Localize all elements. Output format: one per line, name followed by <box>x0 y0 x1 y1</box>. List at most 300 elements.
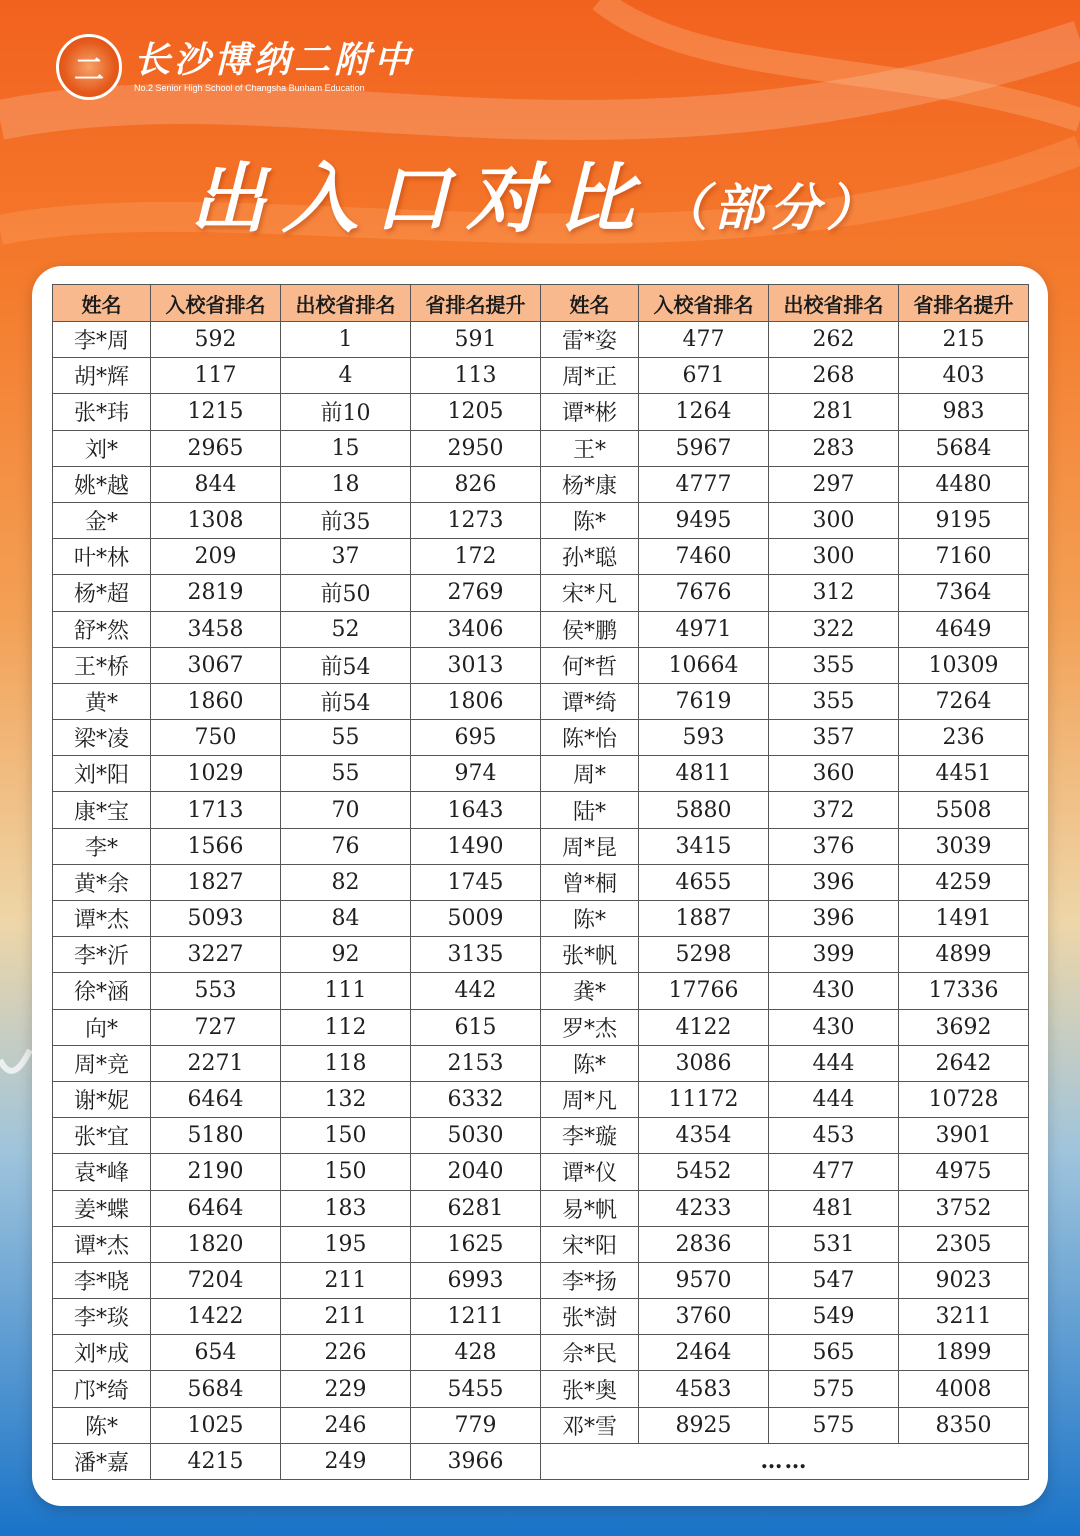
table-cell: 张*奥 <box>541 1371 639 1407</box>
table-cell: 5880 <box>639 792 769 828</box>
table-cell: 黄* <box>53 683 151 719</box>
table-cell: 周*凡 <box>541 1081 639 1117</box>
table-cell: 李* <box>53 828 151 864</box>
table-cell: 4971 <box>639 611 769 647</box>
table-cell: 5967 <box>639 430 769 466</box>
table-cell: 1490 <box>411 828 541 864</box>
table-cell: 236 <box>899 720 1029 756</box>
table-cell: 575 <box>769 1371 899 1407</box>
school-name <box>134 40 414 94</box>
table-cell: 7460 <box>639 539 769 575</box>
table-row <box>53 1045 1029 1081</box>
table-cell: 姚*越 <box>53 466 151 502</box>
table-row <box>53 1009 1029 1045</box>
table-cell: 3458 <box>151 611 281 647</box>
table-cell: 6464 <box>151 1081 281 1117</box>
table-cell: 300 <box>769 539 899 575</box>
table-cell: 1264 <box>639 394 769 430</box>
table-cell: 前50 <box>281 575 411 611</box>
table-cell: 3966 <box>411 1443 541 1479</box>
table-cell: 陈* <box>541 901 639 937</box>
table-cell: 112 <box>281 1009 411 1045</box>
table-cell: 1273 <box>411 502 541 538</box>
table-cell: 376 <box>769 828 899 864</box>
table-cell: 龚* <box>541 973 639 1009</box>
table-cell: 李*沂 <box>53 937 151 973</box>
table-cell: 17336 <box>899 973 1029 1009</box>
table-cell: 10309 <box>899 647 1029 683</box>
table-cell: 4354 <box>639 1118 769 1154</box>
table-cell: 477 <box>639 322 769 358</box>
table-cell: 王* <box>541 430 639 466</box>
table-cell: 9495 <box>639 502 769 538</box>
table-cell: 谭*杰 <box>53 1226 151 1262</box>
title-main: 出入口对比 <box>190 154 650 243</box>
table-cell: 4583 <box>639 1371 769 1407</box>
ranking-table <box>52 284 1029 1480</box>
table-cell: 8925 <box>639 1407 769 1443</box>
table-cell: 4 <box>281 358 411 394</box>
table-cell: 3067 <box>151 647 281 683</box>
table-cell: 罗*杰 <box>541 1009 639 1045</box>
table-row <box>53 1190 1029 1226</box>
table-cell: 胡*辉 <box>53 358 151 394</box>
table-cell: 何*哲 <box>541 647 639 683</box>
table-cell: 6281 <box>411 1190 541 1226</box>
table-cell: 2769 <box>411 575 541 611</box>
column-header: 入校省排名 <box>639 285 769 322</box>
table-cell: 7204 <box>151 1262 281 1298</box>
table-cell: 70 <box>281 792 411 828</box>
table-cell: 5684 <box>151 1371 281 1407</box>
table-cell: 康*宝 <box>53 792 151 828</box>
title-sub: （部分） <box>658 179 882 237</box>
table-cell: 4811 <box>639 756 769 792</box>
table-cell: 3406 <box>411 611 541 647</box>
table-row <box>53 828 1029 864</box>
school-logo <box>56 34 414 100</box>
table-cell: 37 <box>281 539 411 575</box>
table-cell: 周*昆 <box>541 828 639 864</box>
table-cell: 王*桥 <box>53 647 151 683</box>
table-cell: 844 <box>151 466 281 502</box>
column-header: 姓名 <box>53 285 151 322</box>
table-cell: 283 <box>769 430 899 466</box>
table-row <box>53 1226 1029 1262</box>
table-cell: 5452 <box>639 1154 769 1190</box>
table-cell: 695 <box>411 720 541 756</box>
table-cell: 谢*妮 <box>53 1081 151 1117</box>
table-cell: 211 <box>281 1262 411 1298</box>
table-row <box>53 647 1029 683</box>
table-cell: 1025 <box>151 1407 281 1443</box>
column-header: 姓名 <box>541 285 639 322</box>
table-row <box>53 1081 1029 1117</box>
table-cell: 4259 <box>899 864 1029 900</box>
table-cell: 5298 <box>639 937 769 973</box>
table-cell: 3227 <box>151 937 281 973</box>
table-cell: 246 <box>281 1407 411 1443</box>
table-cell: 周* <box>541 756 639 792</box>
table-cell: 9570 <box>639 1262 769 1298</box>
table-cell: 7676 <box>639 575 769 611</box>
table-cell: 18 <box>281 466 411 502</box>
table-cell: 750 <box>151 720 281 756</box>
table-cell: 1308 <box>151 502 281 538</box>
table-cell: 444 <box>769 1045 899 1081</box>
table-cell: 3086 <box>639 1045 769 1081</box>
table-cell: 444 <box>769 1081 899 1117</box>
table-cell: 宋*凡 <box>541 575 639 611</box>
table-cell: 4899 <box>899 937 1029 973</box>
table-cell: 1205 <box>411 394 541 430</box>
table-cell: 477 <box>769 1154 899 1190</box>
table-cell: 7264 <box>899 683 1029 719</box>
table-cell: 4655 <box>639 864 769 900</box>
table-row <box>53 864 1029 900</box>
table-cell: 侯*鹏 <box>541 611 639 647</box>
table-cell: 3135 <box>411 937 541 973</box>
more-rows-ellipsis: …… <box>541 1443 1029 1479</box>
table-cell: 974 <box>411 756 541 792</box>
table-cell: 1029 <box>151 756 281 792</box>
table-cell: 金* <box>53 502 151 538</box>
table-row <box>53 756 1029 792</box>
table-cell: 陈* <box>541 502 639 538</box>
table-cell: 55 <box>281 720 411 756</box>
table-cell: 6332 <box>411 1081 541 1117</box>
school-emblem-icon: 二 <box>56 34 122 100</box>
table-cell: 4975 <box>899 1154 1029 1190</box>
table-cell: 2153 <box>411 1045 541 1081</box>
table-row <box>53 1443 1029 1479</box>
table-cell: 袁*峰 <box>53 1154 151 1190</box>
table-cell: 1827 <box>151 864 281 900</box>
table-cell: 654 <box>151 1335 281 1371</box>
table-cell: 杨*康 <box>541 466 639 502</box>
table-cell: 周*正 <box>541 358 639 394</box>
table-cell: 邓*雪 <box>541 1407 639 1443</box>
table-row <box>53 430 1029 466</box>
table-cell: 453 <box>769 1118 899 1154</box>
table-cell: 15 <box>281 430 411 466</box>
table-cell: 226 <box>281 1335 411 1371</box>
table-row <box>53 575 1029 611</box>
table-cell: 565 <box>769 1335 899 1371</box>
table-cell: 1215 <box>151 394 281 430</box>
table-row <box>53 394 1029 430</box>
table-cell: 3752 <box>899 1190 1029 1226</box>
table-cell: 杨*超 <box>53 575 151 611</box>
table-cell: 佘*民 <box>541 1335 639 1371</box>
table-cell: 355 <box>769 683 899 719</box>
table-cell: 403 <box>899 358 1029 394</box>
table-cell: 5455 <box>411 1371 541 1407</box>
table-row <box>53 792 1029 828</box>
column-header: 出校省排名 <box>769 285 899 322</box>
table-cell: 671 <box>639 358 769 394</box>
table-cell: 1566 <box>151 828 281 864</box>
table-cell: 113 <box>411 358 541 394</box>
table-cell: 396 <box>769 901 899 937</box>
table-cell: 82 <box>281 864 411 900</box>
table-cell: 雷*姿 <box>541 322 639 358</box>
table-body <box>53 322 1029 1480</box>
table-cell: 谭*杰 <box>53 901 151 937</box>
table-cell: 2190 <box>151 1154 281 1190</box>
table-cell: 547 <box>769 1262 899 1298</box>
table-cell: 355 <box>769 647 899 683</box>
table-cell: 553 <box>151 973 281 1009</box>
table-cell: 李*琰 <box>53 1299 151 1335</box>
table-cell: 张*宜 <box>53 1118 151 1154</box>
table-cell: 360 <box>769 756 899 792</box>
table-cell: 谭*彬 <box>541 394 639 430</box>
table-cell: 430 <box>769 1009 899 1045</box>
table-cell: 谭*绮 <box>541 683 639 719</box>
table-cell: 7160 <box>899 539 1029 575</box>
table-cell: 张*澍 <box>541 1299 639 1335</box>
table-cell: 2464 <box>639 1335 769 1371</box>
table-cell: 531 <box>769 1226 899 1262</box>
column-header: 省排名提升 <box>411 285 541 322</box>
table-cell: 430 <box>769 973 899 1009</box>
table-cell: 229 <box>281 1371 411 1407</box>
table-cell: 172 <box>411 539 541 575</box>
table-cell: 779 <box>411 1407 541 1443</box>
table-cell: 150 <box>281 1118 411 1154</box>
table-cell: 陈* <box>541 1045 639 1081</box>
table-row <box>53 937 1029 973</box>
table-cell: 7619 <box>639 683 769 719</box>
table-cell: 195 <box>281 1226 411 1262</box>
table-cell: 前54 <box>281 647 411 683</box>
table-cell: 399 <box>769 937 899 973</box>
table-cell: 4122 <box>639 1009 769 1045</box>
table-cell: 潘*嘉 <box>53 1443 151 1479</box>
table-cell: 向* <box>53 1009 151 1045</box>
table-cell: 322 <box>769 611 899 647</box>
table-row <box>53 611 1029 647</box>
table-cell: 249 <box>281 1443 411 1479</box>
page-title <box>190 138 882 247</box>
table-cell: 刘* <box>53 430 151 466</box>
table-cell: 9023 <box>899 1262 1029 1298</box>
table-row <box>53 1154 1029 1190</box>
table-cell: 593 <box>639 720 769 756</box>
table-cell: 刘*阳 <box>53 756 151 792</box>
column-header: 入校省排名 <box>151 285 281 322</box>
table-cell: 1820 <box>151 1226 281 1262</box>
table-row <box>53 1299 1029 1335</box>
table-row <box>53 322 1029 358</box>
table-header-row <box>53 285 1029 322</box>
table-row <box>53 358 1029 394</box>
table-cell: 徐*涵 <box>53 973 151 1009</box>
table-cell: 李*周 <box>53 322 151 358</box>
table-cell: 300 <box>769 502 899 538</box>
table-cell: 55 <box>281 756 411 792</box>
table-cell: 826 <box>411 466 541 502</box>
table-cell: 宋*阳 <box>541 1226 639 1262</box>
table-cell: 李*璇 <box>541 1118 639 1154</box>
table-cell: 11172 <box>639 1081 769 1117</box>
table-cell: 3039 <box>899 828 1029 864</box>
table-cell: 727 <box>151 1009 281 1045</box>
table-cell: 3013 <box>411 647 541 683</box>
table-cell: 2040 <box>411 1154 541 1190</box>
table-cell: 3415 <box>639 828 769 864</box>
table-cell: 983 <box>899 394 1029 430</box>
table-row <box>53 1262 1029 1298</box>
table-row <box>53 901 1029 937</box>
table-cell: 8350 <box>899 1407 1029 1443</box>
table-cell: 前10 <box>281 394 411 430</box>
table-cell: 2950 <box>411 430 541 466</box>
table-cell: 梁*凌 <box>53 720 151 756</box>
table-cell: 92 <box>281 937 411 973</box>
table-row <box>53 973 1029 1009</box>
table-cell: 442 <box>411 973 541 1009</box>
table-cell: 4451 <box>899 756 1029 792</box>
table-cell: 易*帆 <box>541 1190 639 1226</box>
table-cell: 4777 <box>639 466 769 502</box>
table-cell: 2642 <box>899 1045 1029 1081</box>
table-cell: 前35 <box>281 502 411 538</box>
table-cell: 叶*林 <box>53 539 151 575</box>
table-cell: 52 <box>281 611 411 647</box>
table-cell: 2965 <box>151 430 281 466</box>
table-cell: 209 <box>151 539 281 575</box>
table-cell: 132 <box>281 1081 411 1117</box>
table-cell: 1745 <box>411 864 541 900</box>
table-row <box>53 720 1029 756</box>
table-cell: 118 <box>281 1045 411 1081</box>
table-row <box>53 1335 1029 1371</box>
table-cell: 428 <box>411 1335 541 1371</box>
table-cell: 1713 <box>151 792 281 828</box>
table-cell: 1887 <box>639 901 769 937</box>
table-cell: 4233 <box>639 1190 769 1226</box>
table-cell: 刘*成 <box>53 1335 151 1371</box>
table-cell: 黄*余 <box>53 864 151 900</box>
table-cell: 7364 <box>899 575 1029 611</box>
table-cell: 84 <box>281 901 411 937</box>
table-cell: 549 <box>769 1299 899 1335</box>
table-cell: 2836 <box>639 1226 769 1262</box>
table-cell: 曾*桐 <box>541 864 639 900</box>
table-cell: 10728 <box>899 1081 1029 1117</box>
table-cell: 268 <box>769 358 899 394</box>
table-cell: 舒*然 <box>53 611 151 647</box>
table-cell: 陆* <box>541 792 639 828</box>
table-cell: 李*晓 <box>53 1262 151 1298</box>
table-cell: 李*扬 <box>541 1262 639 1298</box>
table-cell: 111 <box>281 973 411 1009</box>
table-row <box>53 683 1029 719</box>
table-cell: 3901 <box>899 1118 1029 1154</box>
table-cell: 5009 <box>411 901 541 937</box>
table-cell: 陈*怡 <box>541 720 639 756</box>
table-cell: 615 <box>411 1009 541 1045</box>
table-cell: 5093 <box>151 901 281 937</box>
table-cell: 5030 <box>411 1118 541 1154</box>
table-cell: 张*帆 <box>541 937 639 973</box>
table-cell: 1860 <box>151 683 281 719</box>
table-cell: 1625 <box>411 1226 541 1262</box>
table-cell: 周*竞 <box>53 1045 151 1081</box>
column-header: 省排名提升 <box>899 285 1029 322</box>
table-cell: 1491 <box>899 901 1029 937</box>
table-cell: 592 <box>151 322 281 358</box>
table-cell: 312 <box>769 575 899 611</box>
table-cell: 591 <box>411 322 541 358</box>
table-cell: 262 <box>769 322 899 358</box>
table-cell: 4649 <box>899 611 1029 647</box>
table-cell: 4008 <box>899 1371 1029 1407</box>
table-cell: 5180 <box>151 1118 281 1154</box>
table-cell: 4480 <box>899 466 1029 502</box>
table-cell: 谭*仪 <box>541 1154 639 1190</box>
table-cell: 5684 <box>899 430 1029 466</box>
table-cell: 281 <box>769 394 899 430</box>
table-cell: 396 <box>769 864 899 900</box>
table-cell: 17766 <box>639 973 769 1009</box>
table-cell: 215 <box>899 322 1029 358</box>
table-cell: 372 <box>769 792 899 828</box>
table-cell: 117 <box>151 358 281 394</box>
table-cell: 2305 <box>899 1226 1029 1262</box>
table-cell: 前54 <box>281 683 411 719</box>
table-cell: 1422 <box>151 1299 281 1335</box>
table-cell: 481 <box>769 1190 899 1226</box>
table-row <box>53 539 1029 575</box>
table-cell: 4215 <box>151 1443 281 1479</box>
table-cell: 陈* <box>53 1407 151 1443</box>
table-row <box>53 466 1029 502</box>
table-cell: 211 <box>281 1299 411 1335</box>
table-cell: 1 <box>281 322 411 358</box>
table-cell: 1211 <box>411 1299 541 1335</box>
table-cell: 575 <box>769 1407 899 1443</box>
table-cell: 张*玮 <box>53 394 151 430</box>
table-cell: 150 <box>281 1154 411 1190</box>
table-cell: 297 <box>769 466 899 502</box>
table-cell: 2271 <box>151 1045 281 1081</box>
table-cell: 357 <box>769 720 899 756</box>
table-cell: 孙*聪 <box>541 539 639 575</box>
table-row <box>53 1407 1029 1443</box>
table-cell: 1643 <box>411 792 541 828</box>
table-cell: 6993 <box>411 1262 541 1298</box>
school-name-en: No.2 Senior High School of Changsha Bunham Education <box>134 83 365 93</box>
table-row <box>53 1118 1029 1154</box>
table-cell: 1899 <box>899 1335 1029 1371</box>
table-cell: 5508 <box>899 792 1029 828</box>
table-cell: 3211 <box>899 1299 1029 1335</box>
table-row <box>53 1371 1029 1407</box>
table-cell: 邝*绮 <box>53 1371 151 1407</box>
table-cell: 76 <box>281 828 411 864</box>
table-cell: 10664 <box>639 647 769 683</box>
table-row <box>53 502 1029 538</box>
table-cell: 姜*蝶 <box>53 1190 151 1226</box>
table-cell: 183 <box>281 1190 411 1226</box>
table-cell: 3692 <box>899 1009 1029 1045</box>
table-cell: 6464 <box>151 1190 281 1226</box>
table-cell: 2819 <box>151 575 281 611</box>
school-name-cn: 长沙博纳二附中 <box>134 39 415 81</box>
